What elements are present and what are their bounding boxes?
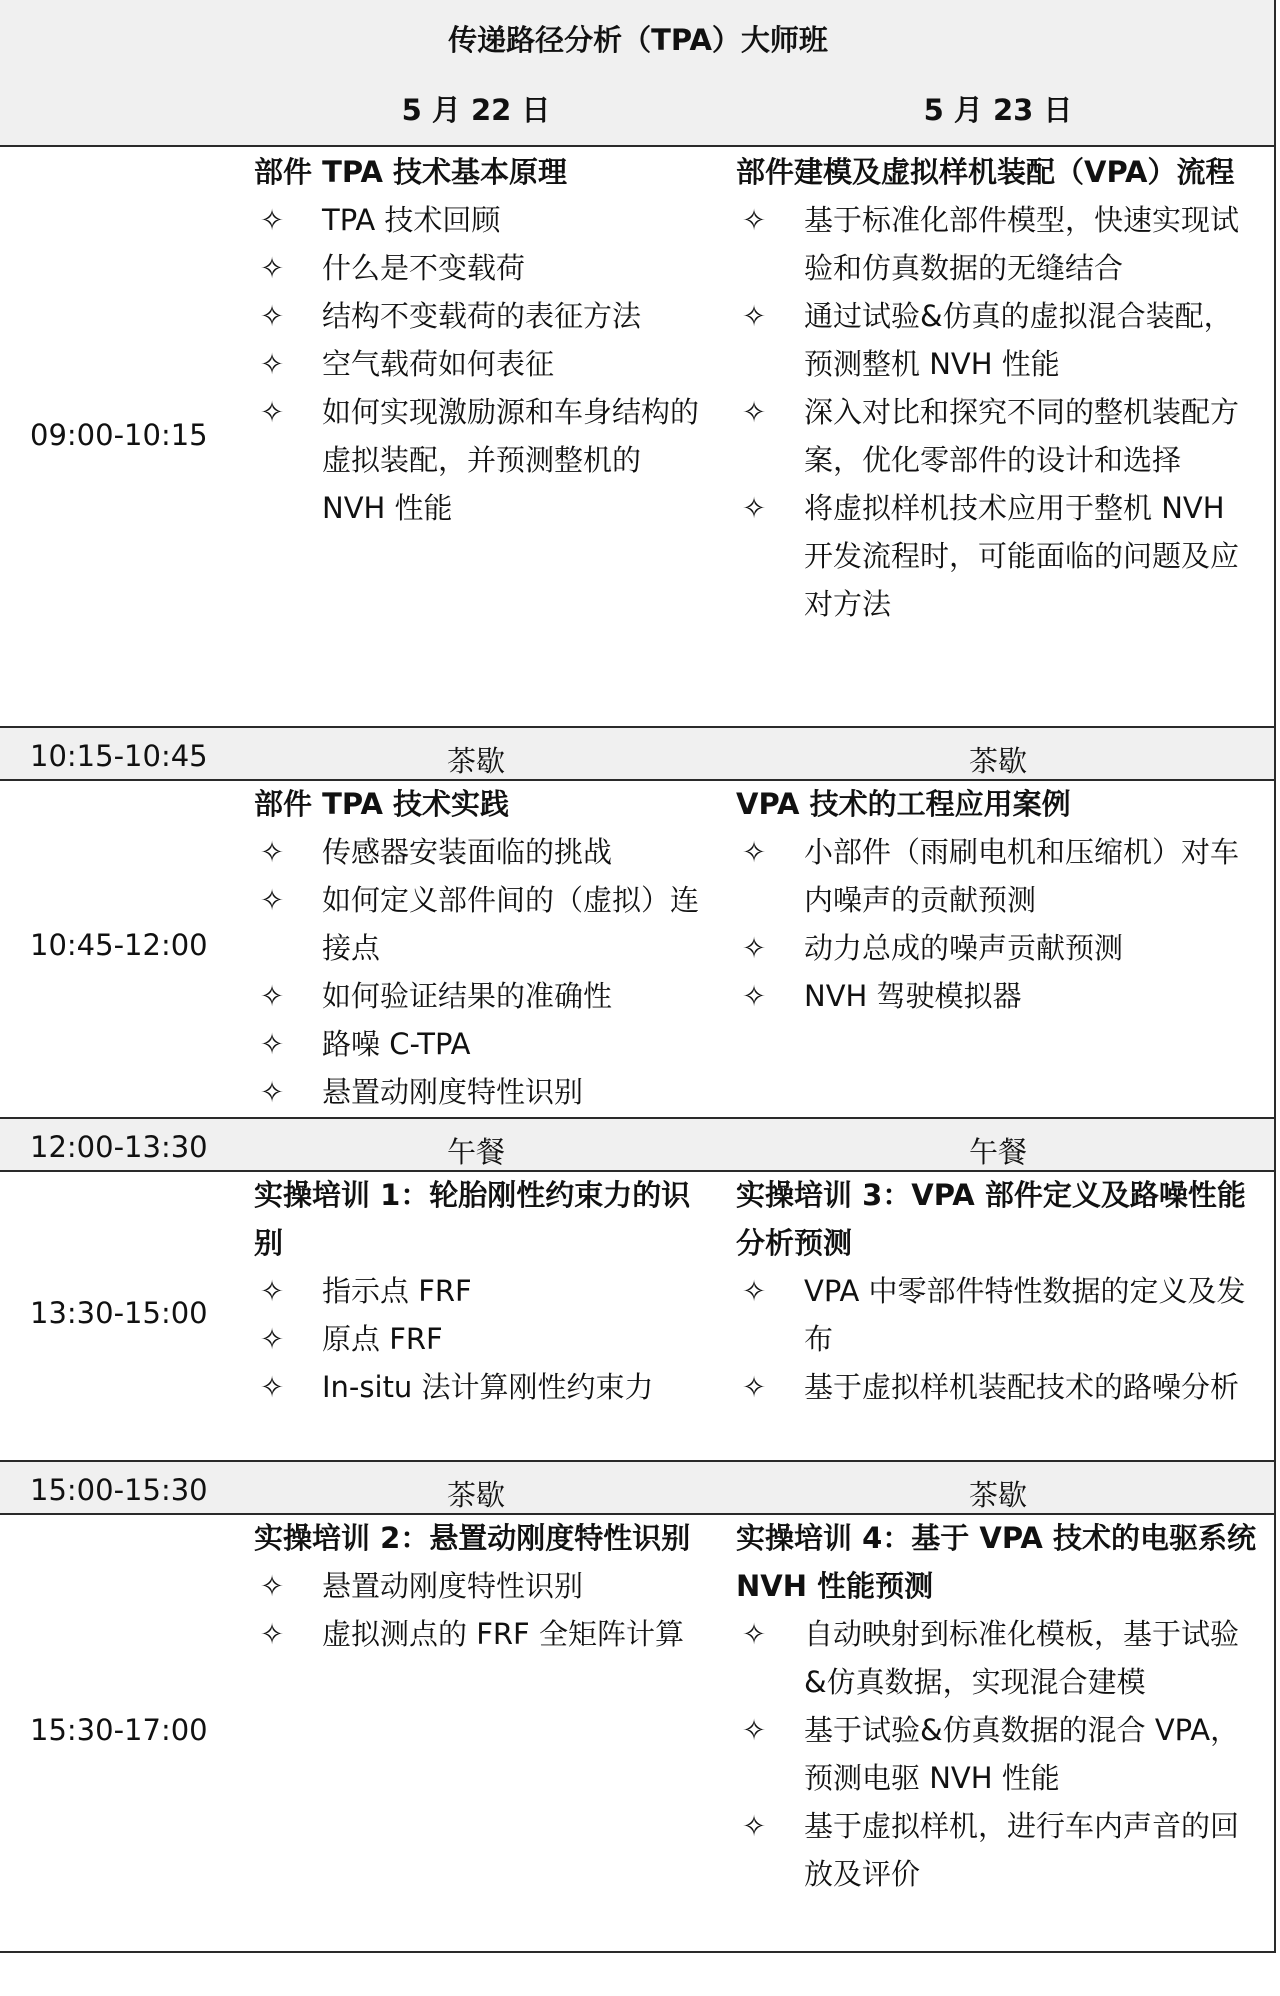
bullet-text: 自动映射到标准化模板，基于试验&仿真数据，实现混合建模	[804, 1617, 1240, 1699]
row-time: 09:00-10:15	[30, 418, 208, 452]
bullet-item	[254, 1267, 710, 1315]
break-label-day2: 午餐	[968, 1135, 1027, 1169]
bullet-item	[736, 972, 1256, 1020]
session-cell-day2	[736, 1514, 1256, 1898]
bullet-item	[736, 196, 1256, 292]
diamond-bullet-icon: ✧	[259, 203, 285, 237]
day1-date: 5 月 22 日	[401, 93, 551, 127]
break-row-lunch	[0, 1118, 1276, 1171]
table-divider	[0, 726, 1276, 728]
bullet-item	[736, 924, 1256, 972]
diamond-bullet-icon: ✧	[259, 1075, 285, 1109]
table-divider	[0, 145, 1276, 147]
session-cell-day2	[736, 148, 1256, 628]
bullet-item	[254, 340, 710, 388]
bullet-item	[254, 1562, 710, 1610]
diamond-bullet-icon: ✧	[741, 1274, 767, 1308]
session-title: 实操培训 4：基于 VPA 技术的电驱系统 NVH 性能预测	[736, 1521, 1256, 1603]
bullet-text: 悬置动刚度特性识别	[322, 1075, 584, 1109]
bullet-item	[736, 1363, 1256, 1411]
session-cell-day1	[254, 780, 710, 1116]
diamond-bullet-icon: ✧	[259, 251, 285, 285]
bullet-text: 基于虚拟样机，进行车内声音的回放及评价	[804, 1809, 1240, 1891]
diamond-bullet-icon: ✧	[741, 299, 767, 333]
diamond-bullet-icon: ✧	[741, 1713, 767, 1747]
bullet-item	[736, 292, 1256, 388]
row-time: 13:30-15:00	[30, 1296, 208, 1330]
table-divider	[0, 1460, 1276, 1462]
row-time: 15:30-17:00	[30, 1713, 208, 1747]
session-title: 实操培训 3：VPA 部件定义及路噪性能分析预测	[736, 1178, 1246, 1260]
session-title: 实操培训 2：悬置动刚度特性识别	[254, 1521, 691, 1555]
table-border-right	[1274, 0, 1276, 1953]
diamond-bullet-icon: ✧	[259, 347, 285, 381]
diamond-bullet-icon: ✧	[259, 979, 285, 1013]
diamond-bullet-icon: ✧	[259, 1370, 285, 1404]
bullet-text: 将虚拟样机技术应用于整机 NVH 开发流程时，可能面临的问题及应对方法	[804, 491, 1240, 621]
bullet-text: 虚拟测点的 FRF 全矩阵计算	[322, 1617, 684, 1651]
table-divider	[0, 779, 1276, 781]
session-title: 部件 TPA 技术基本原理	[254, 155, 568, 189]
bullet-text: 深入对比和探究不同的整机装配方案，优化零部件的设计和选择	[804, 395, 1240, 477]
bullet-item	[254, 876, 710, 972]
session-title: 部件 TPA 技术实践	[254, 787, 510, 821]
bullet-text: 基于试验&仿真数据的混合 VPA，预测电驱 NVH 性能	[804, 1713, 1240, 1795]
table-divider	[0, 1951, 1276, 1953]
row-time: 10:45-12:00	[30, 928, 208, 962]
bullet-item	[254, 1020, 710, 1068]
row-time: 12:00-13:30	[30, 1130, 208, 1164]
bullet-item	[254, 196, 710, 244]
bullet-item	[254, 1610, 710, 1658]
bullet-text: 通过试验&仿真的虚拟混合装配，预测整机 NVH 性能	[804, 299, 1233, 381]
diamond-bullet-icon: ✧	[741, 979, 767, 1013]
diamond-bullet-icon: ✧	[741, 835, 767, 869]
bullet-text: 基于标准化部件模型，快速实现试验和仿真数据的无缝结合	[804, 203, 1240, 285]
diamond-bullet-icon: ✧	[741, 1809, 767, 1843]
course-title: 传递路径分析（TPA）大师班	[448, 23, 828, 57]
diamond-bullet-icon: ✧	[259, 299, 285, 333]
diamond-bullet-icon: ✧	[741, 203, 767, 237]
table-divider	[0, 1170, 1276, 1172]
bullet-text: 悬置动刚度特性识别	[322, 1569, 584, 1603]
bullet-item	[254, 244, 710, 292]
bullet-text: 动力总成的噪声贡献预测	[804, 931, 1124, 965]
bullet-item	[254, 388, 710, 532]
break-label-day1: 茶歇	[446, 1478, 505, 1512]
bullet-item	[254, 1363, 710, 1411]
bullet-text: NVH 驾驶模拟器	[804, 979, 1022, 1013]
bullet-text: 原点 FRF	[322, 1322, 443, 1356]
bullet-text: 如何定义部件间的（虚拟）连接点	[322, 883, 700, 965]
bullet-text: 如何验证结果的准确性	[322, 979, 613, 1013]
session-cell-day2	[736, 780, 1256, 1020]
bullet-text: 如何实现激励源和车身结构的虚拟装配，并预测整机的 NVH 性能	[322, 395, 700, 525]
bullet-text: 什么是不变载荷	[322, 251, 526, 285]
bullet-text: TPA 技术回顾	[322, 203, 501, 237]
session-title: VPA 技术的工程应用案例	[736, 787, 1071, 821]
break-label-day1: 茶歇	[446, 744, 505, 778]
session-cell-day1	[254, 148, 710, 532]
break-row-tea-1	[0, 727, 1276, 780]
diamond-bullet-icon: ✧	[259, 835, 285, 869]
bullet-text: VPA 中零部件特性数据的定义及发布	[804, 1274, 1246, 1356]
bullet-item	[254, 1068, 710, 1116]
break-label-day1: 午餐	[446, 1135, 505, 1169]
bullet-text: 结构不变载荷的表征方法	[322, 299, 642, 333]
diamond-bullet-icon: ✧	[259, 1617, 285, 1651]
diamond-bullet-icon: ✧	[259, 395, 285, 429]
diamond-bullet-icon: ✧	[741, 395, 767, 429]
session-title: 部件建模及虚拟样机装配（VPA）流程	[736, 155, 1235, 189]
diamond-bullet-icon: ✧	[259, 1274, 285, 1308]
bullet-item	[254, 292, 710, 340]
diamond-bullet-icon: ✧	[741, 491, 767, 525]
row-time: 15:00-15:30	[30, 1473, 208, 1507]
diamond-bullet-icon: ✧	[741, 931, 767, 965]
bullet-text: 指示点 FRF	[322, 1274, 472, 1308]
bullet-item	[736, 484, 1256, 628]
bullet-item	[736, 1610, 1256, 1706]
diamond-bullet-icon: ✧	[741, 1370, 767, 1404]
bullet-item	[736, 388, 1256, 484]
bullet-text: 小部件（雨刷电机和压缩机）对车内噪声的贡献预测	[804, 835, 1240, 917]
bullet-text: 基于虚拟样机装配技术的路噪分析	[804, 1370, 1240, 1404]
diamond-bullet-icon: ✧	[259, 883, 285, 917]
table-divider	[0, 1513, 1276, 1515]
break-label-day2: 茶歇	[968, 1478, 1027, 1512]
bullet-item	[254, 1315, 710, 1363]
session-title: 实操培训 1：轮胎刚性约束力的识别	[254, 1178, 691, 1260]
diamond-bullet-icon: ✧	[259, 1569, 285, 1603]
break-row-tea-2	[0, 1461, 1276, 1514]
bullet-text: 路噪 C-TPA	[322, 1027, 471, 1061]
table-header	[0, 0, 1276, 146]
diamond-bullet-icon: ✧	[741, 1617, 767, 1651]
bullet-item	[736, 1802, 1256, 1898]
bullet-text: In-situ 法计算刚性约束力	[322, 1370, 654, 1404]
bullet-item	[736, 1706, 1256, 1802]
bullet-item	[254, 972, 710, 1020]
diamond-bullet-icon: ✧	[259, 1322, 285, 1356]
diamond-bullet-icon: ✧	[259, 1027, 285, 1061]
row-time: 10:15-10:45	[30, 739, 208, 773]
bullet-item	[736, 1267, 1256, 1363]
bullet-text: 空气载荷如何表征	[322, 347, 555, 381]
bullet-text: 传感器安装面临的挑战	[322, 835, 613, 869]
bullet-item	[736, 828, 1256, 924]
session-cell-day1	[254, 1514, 710, 1658]
bullet-item	[254, 828, 710, 876]
session-cell-day2	[736, 1171, 1256, 1411]
day2-date: 5 月 23 日	[923, 93, 1073, 127]
break-label-day2: 茶歇	[968, 744, 1027, 778]
table-divider	[0, 1117, 1276, 1119]
session-cell-day1	[254, 1171, 710, 1411]
